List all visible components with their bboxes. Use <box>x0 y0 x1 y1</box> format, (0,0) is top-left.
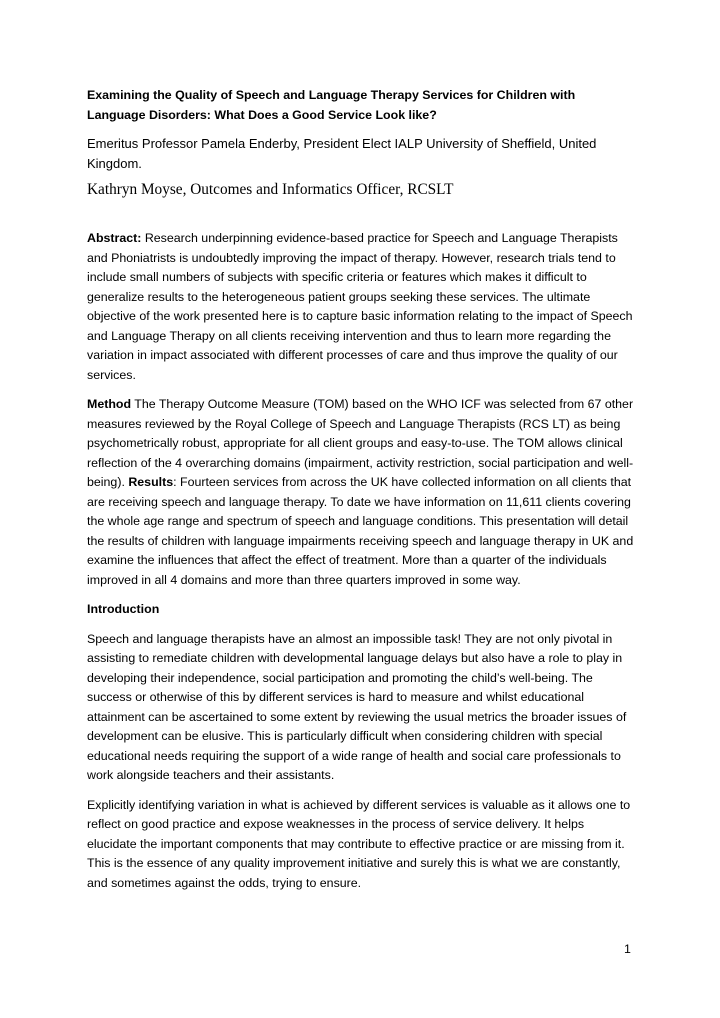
page-number: 1 <box>624 942 631 956</box>
method-label: Method <box>87 397 132 411</box>
abstract-paragraph <box>87 229 637 385</box>
results-label: Results <box>128 475 174 489</box>
introduction-heading: Introduction <box>87 602 160 616</box>
document-page <box>87 86 637 903</box>
abstract-text: Research underpinning evidence-based practice for Speech and Language Therapists and Phoniatrists is undoubtedly improving the impact of therapy. However, research trials tend to include small numbers of subjects with specific criteria or features which makes it difficult to generalize results to the heterogeneous patient groups seeking these services. The ultimate objective of the work presented here is to capture basic information relating to the impact of Speech and Language Therapy on all clients receiving intervention and thus to learn more regarding the variation in impact associated with different processes of care and thus improve the quality of our services. <box>87 231 633 382</box>
author-primary: Emeritus Professor Pamela Enderby, President Elect IALP University of Sheffield, United Kingdom. <box>87 136 597 171</box>
document-title: Examining the Quality of Speech and Language Therapy Services for Children with Language Disorders: What Does a Good Service Look like? <box>87 88 576 122</box>
method-text: The Therapy Outcome Measure (TOM) based on the WHO ICF was selected from 67 other measures reviewed by the Royal College of Speech and Language Therapists (RCS LT) as being psychometrically robust, appropriate for all client groups and easy-to-use. The TOM allows clinical reflection of the 4 overarching domains (impairment, activity restriction, social participation and well-being). <box>87 397 634 489</box>
introduction-paragraph-2: Explicitly identifying variation in what is achieved by different services is valuable as it allows one to reflect on good practice and expose weaknesses in the process of service delivery. It helps elucidate the important components that may contribute to effective practice or are missing from it. This is the essence of any quality improvement initiative and surely this is what we are constantly, and sometimes against the odds, trying to ensure. <box>87 797 631 890</box>
method-paragraph <box>87 395 637 590</box>
author-secondary: Kathryn Moyse, Outcomes and Informatics Officer, RCSLT <box>87 181 454 198</box>
introduction-paragraph-1: Speech and language therapists have an almost an impossible task! They are not only pivotal in assisting to remediate children with developmental language delays but also have a role to play in developing their independence, social participation and promoting the child’s well-being. The success or otherwise of this by different services is hard to measure and whilst educational attainment can be ascertained to some extent by reviewing the usual metrics the broader issues of development can be elusive. This is particularly difficult when considering children with special educational needs requiring the support of a wide range of health and social care professionals to work alongside teachers and their assistants. <box>87 631 627 782</box>
results-text: : Fourteen services from across the UK have collected information on all clients that are receiving speech and language therapy. To date we have information on 11,611 clients covering the whole age range and spectrum of speech and language conditions. This presentation will detail the results of children with language impairments receiving speech and language therapy in UK and examine the influences that affect the effect of treatment. More than a quarter of the individuals improved in all 4 domains and more than three quarters improved in some way. <box>87 475 634 587</box>
abstract-label: Abstract: <box>87 231 142 245</box>
